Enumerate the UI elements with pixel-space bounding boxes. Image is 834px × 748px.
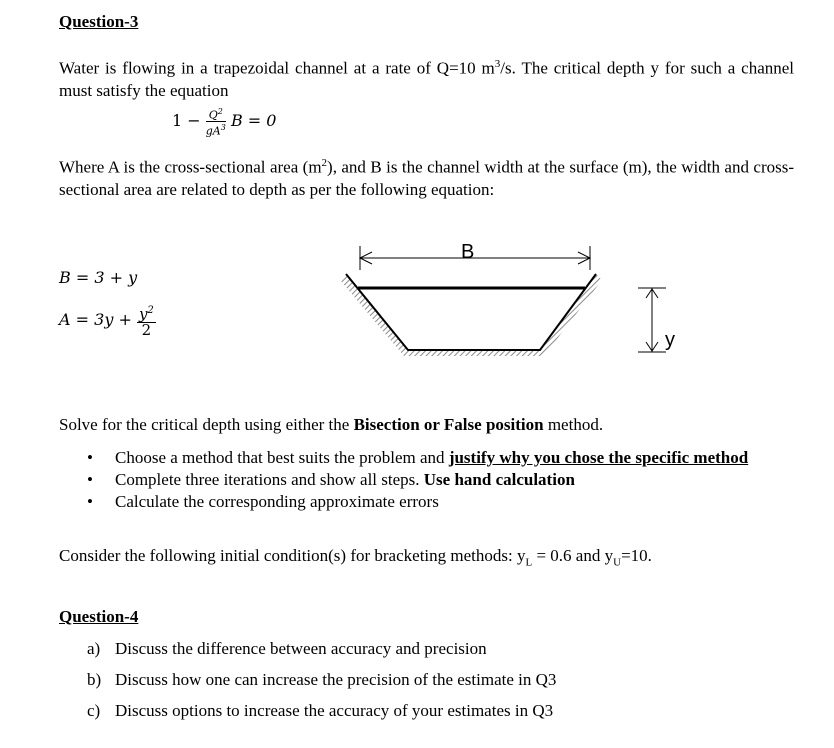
solve-instruction (59, 414, 603, 436)
where-text-a: Where A is the cross-sectional area (m (59, 157, 322, 177)
bullet-dot: • (87, 492, 93, 511)
eq-tail: B = 0 (230, 111, 277, 131)
area-eq-den: 2 (141, 321, 152, 339)
q4-item-text: Discuss options to increase the accuracy of your estimates in Q3 (115, 701, 554, 720)
q4-item-text: Discuss how one can increase the precision of the estimate in Q3 (115, 670, 557, 689)
eq-num-sup: 2 (217, 107, 223, 116)
intro-text-b: /s. The critical depth y for such a channel must satisfy the equation (59, 58, 795, 100)
bullet1-text: Choose a method that best suits the problem and (115, 448, 449, 467)
question-4-heading: Question-4 (59, 607, 139, 626)
q4-item-label: b) (87, 670, 102, 689)
eq-fraction (206, 106, 226, 137)
intro-text-a: Water is flowing in a trapezoidal channel at a rate of Q=10 m (59, 58, 495, 78)
eq-num: Q (208, 108, 218, 122)
consider-text-a: Consider the following initial condition(s) for bracketing methods: y (59, 546, 526, 565)
bullet1-bold: justify why you chose the specific method (448, 448, 749, 467)
where-text-b: ), and B is the channel width at the surface (m), the width and cross-sectional area are related to depth as per the following equation: (59, 157, 794, 199)
bullet-dot: • (87, 448, 93, 467)
bullet-dot: • (87, 470, 93, 489)
bullet2-text: Complete three iterations and show all steps. (115, 470, 424, 489)
q4-item-a (59, 638, 556, 669)
area-eq-fraction (137, 303, 156, 338)
solve-methods-bold: Bisection or False position (353, 415, 544, 434)
intro-sup: 3 (494, 58, 501, 70)
consider-sub-U: U (613, 556, 622, 569)
critical-depth-equation (172, 106, 276, 137)
q4-item-label: a) (87, 639, 101, 658)
area-eq-num-sup: 2 (147, 305, 154, 316)
task-bullet-list (59, 447, 794, 513)
channel-outline (346, 274, 596, 350)
consider-text-b: = 0.6 and y (532, 546, 614, 565)
area-eq-num: y (138, 305, 148, 323)
initial-conditions (59, 545, 652, 573)
q4-item-text: Discuss the difference between accuracy and precision (115, 639, 487, 658)
area-eq-left: A = 3y + (59, 310, 132, 329)
width-equation: B = 3 + y (59, 268, 138, 287)
question-3-heading: Question-3 (59, 12, 139, 31)
trapezoid-channel-diagram (340, 232, 690, 362)
bullet2-bold: Use hand calculation (423, 470, 575, 489)
q4-item-label: c) (87, 701, 101, 720)
solve-text-b: method. (543, 415, 604, 434)
consider-text-c: =10. (621, 546, 652, 565)
q4-item-b (59, 669, 556, 700)
bullet-item-iterations (59, 469, 794, 491)
bullet-item-errors (59, 491, 794, 513)
question-4-list (59, 638, 556, 731)
eq-den: gA (205, 124, 221, 138)
bullet3-text: Calculate the corresponding approximate errors (115, 492, 439, 511)
depth-label-y: y (665, 329, 675, 351)
q4-item-c (59, 700, 556, 731)
eq-den-sup: 3 (220, 122, 226, 132)
bullet-item-choose (59, 447, 794, 469)
eq-one: 1 − (172, 111, 201, 131)
where-paragraph (59, 152, 794, 201)
consider-sub-L: L (525, 556, 533, 569)
solve-text-a: Solve for the critical depth using either the (59, 415, 354, 434)
area-equation (59, 303, 156, 338)
intro-paragraph (59, 53, 794, 102)
width-label-B: B (461, 241, 475, 263)
where-sup: 2 (321, 157, 328, 169)
